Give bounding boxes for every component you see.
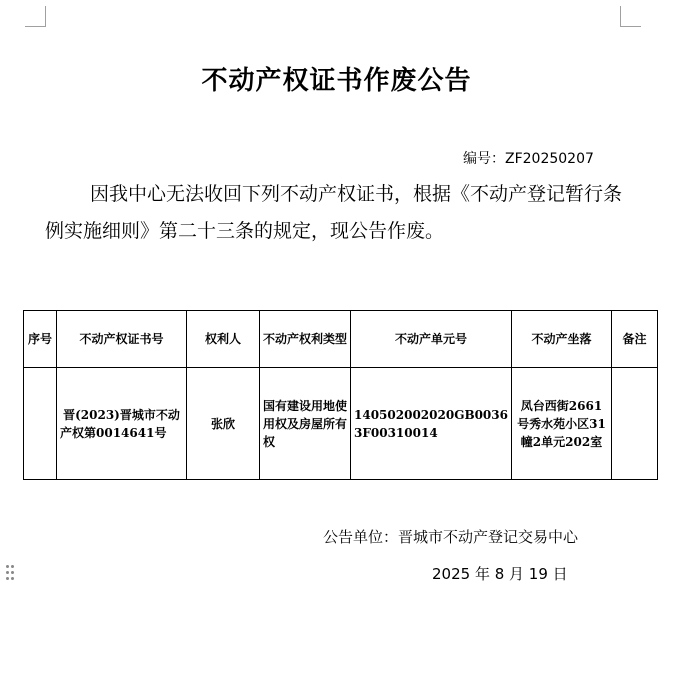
cell-location: 凤台西街2661号秀水苑小区31幢2单元202室 bbox=[512, 368, 612, 480]
cell-remark bbox=[612, 368, 658, 480]
certificate-table bbox=[23, 310, 658, 480]
drag-handle-icon[interactable] bbox=[6, 565, 16, 581]
cell-cert-no: 晋(2023)晋城市不动产权第0014641号 bbox=[57, 368, 187, 480]
issuer-line: 公告单位：晋城市不动产登记交易中心 bbox=[323, 528, 579, 546]
header-location: 不动产坐落 bbox=[512, 311, 612, 368]
header-unit-no: 不动产单元号 bbox=[351, 311, 512, 368]
header-owner: 权利人 bbox=[187, 311, 260, 368]
cell-seq bbox=[24, 368, 57, 480]
page-title: 不动产权证书作废公告 bbox=[201, 66, 472, 96]
header-cert-no: 不动产权证书号 bbox=[57, 311, 187, 368]
document-number: 编号：ZF20250207 bbox=[463, 151, 594, 167]
header-seq: 序号 bbox=[24, 311, 57, 368]
body-paragraph: 因我中心无法收回下列不动产权证书，根据《不动产登记暂行条例实施细则》第二十三条的规定，现公告作废。 bbox=[45, 183, 623, 242]
cell-right-type: 国有建设用地使用权及房屋所有权 bbox=[260, 368, 351, 480]
table-row bbox=[24, 368, 658, 480]
table-header-row bbox=[24, 311, 658, 368]
header-right-type: 不动产权利类型 bbox=[260, 311, 351, 368]
issue-date: 2025 年 8 月 19 日 bbox=[432, 565, 568, 583]
crop-mark-top-right bbox=[620, 6, 641, 27]
cell-unit-no: 140502002020GB00363F00310014 bbox=[351, 368, 512, 480]
header-remark: 备注 bbox=[612, 311, 658, 368]
crop-mark-top-left bbox=[25, 6, 46, 27]
cell-owner: 张欣 bbox=[187, 368, 260, 480]
